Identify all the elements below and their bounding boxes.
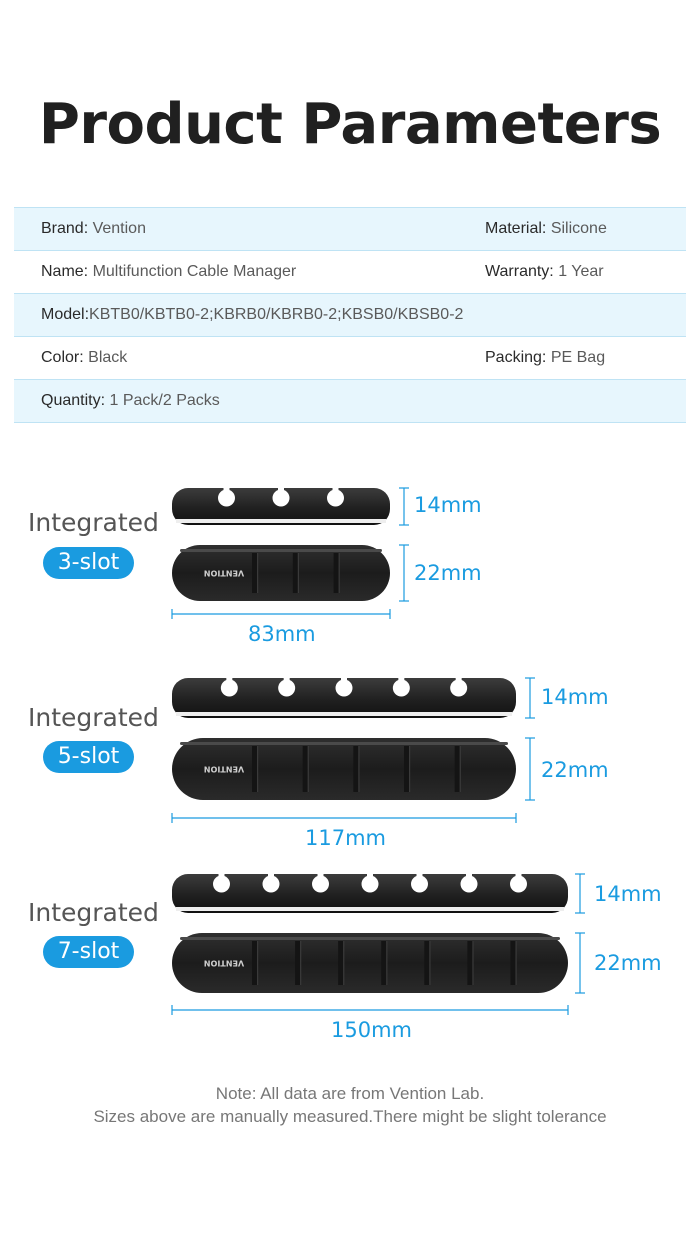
spec-key: Color: (41, 349, 84, 366)
slot-divider-edge (460, 746, 461, 792)
slot-divider (303, 746, 308, 792)
body-highlight (180, 937, 560, 940)
height-dimension: 14mm (541, 685, 609, 709)
spec-value: Silicone (550, 220, 607, 237)
slot-divider (252, 553, 257, 593)
length-dimension: 150mm (331, 1018, 412, 1042)
slot-divider-edge (257, 553, 258, 593)
spec-value: 1 Pack/2 Packs (109, 392, 220, 409)
slot-divider (510, 941, 515, 985)
spec-key: Warranty: (485, 263, 554, 280)
spec-key: Brand: (41, 220, 89, 237)
slot-opening (367, 874, 373, 882)
slot-opening (456, 678, 462, 686)
brand-logo: VENTION (203, 764, 245, 774)
slot-divider-edge (257, 746, 258, 792)
slot-divider (467, 941, 472, 985)
cable-manager-5-slot (172, 678, 516, 800)
integrated-label: Integrated (28, 898, 159, 927)
integrated-label: Integrated (28, 703, 159, 732)
spec-value: KBTB0/KBTB0-2;KBRB0/KBRB0-2;KBSB0/KBSB0-2 (89, 306, 464, 323)
slot-opening (224, 488, 230, 496)
slot-opening (341, 678, 347, 686)
length-dimension: 117mm (305, 826, 386, 850)
slot-opening (417, 874, 423, 882)
slot-divider (381, 941, 386, 985)
note-line-2: Sizes above are manually measured.There might be slight tolerance (93, 1107, 607, 1126)
slot-divider (338, 941, 343, 985)
width-dimension: 22mm (414, 561, 482, 585)
slot-opening (333, 488, 339, 496)
slot-divider (353, 746, 358, 792)
body-highlight (180, 549, 382, 552)
slot-divider-edge (343, 941, 344, 985)
slot-badge: 5-slot (43, 741, 134, 773)
spec-value: Black (88, 349, 128, 366)
slot-divider (424, 941, 429, 985)
brand-logo: VENTION (203, 958, 245, 968)
body-highlight (180, 742, 508, 745)
spec-value: 1 Year (558, 263, 604, 280)
spec-key: Packing: (485, 349, 547, 366)
slot-opening (284, 678, 290, 686)
slot-divider-edge (358, 746, 359, 792)
cable-manager-3-slot (172, 488, 390, 601)
spec-key: Quantity: (41, 392, 106, 409)
height-dimension: 14mm (414, 493, 482, 517)
slot-divider (252, 941, 257, 985)
slot-divider-edge (339, 553, 340, 593)
slot-divider-edge (472, 941, 473, 985)
spec-key: Material: (485, 220, 547, 237)
cable-manager-7-slot (172, 874, 568, 993)
length-dimension: 83mm (248, 622, 316, 646)
spec-key: Name: (41, 263, 89, 280)
spec-value: PE Bag (550, 349, 606, 366)
slot-divider-edge (386, 941, 387, 985)
slot-opening (219, 874, 225, 882)
integrated-label: Integrated (28, 508, 159, 537)
base-strip (176, 712, 512, 716)
slot-divider-edge (308, 746, 309, 792)
slot-opening (226, 678, 232, 686)
page-title: Product Parameters (38, 92, 662, 157)
slot-divider-edge (409, 746, 410, 792)
slot-opening (318, 874, 324, 882)
spec-key: Model: (41, 306, 90, 323)
slot-divider-edge (300, 941, 301, 985)
brand-logo: VENTION (203, 568, 245, 578)
slot-divider-edge (515, 941, 516, 985)
slot-divider-edge (257, 941, 258, 985)
spec-value: Vention (92, 220, 146, 237)
base-strip (176, 907, 564, 911)
slot-divider (252, 746, 257, 792)
slot-opening (278, 488, 284, 496)
slot-opening (268, 874, 274, 882)
slot-divider (334, 553, 339, 593)
slot-opening (466, 874, 472, 882)
slot-divider (295, 941, 300, 985)
slot-opening (398, 678, 404, 686)
base-strip (176, 519, 386, 523)
slot-divider (404, 746, 409, 792)
width-dimension: 22mm (541, 758, 609, 782)
slot-divider-edge (298, 553, 299, 593)
slot-divider (293, 553, 298, 593)
slot-opening (516, 874, 522, 882)
spec-value: Multifunction Cable Manager (92, 263, 297, 280)
width-dimension: 22mm (594, 951, 662, 975)
slot-divider (455, 746, 460, 792)
note-line-1: Note: All data are from Vention Lab. (215, 1084, 485, 1103)
slot-badge: 3-slot (43, 547, 134, 579)
slot-badge: 7-slot (43, 936, 134, 968)
slot-divider-edge (429, 941, 430, 985)
height-dimension: 14mm (594, 882, 662, 906)
